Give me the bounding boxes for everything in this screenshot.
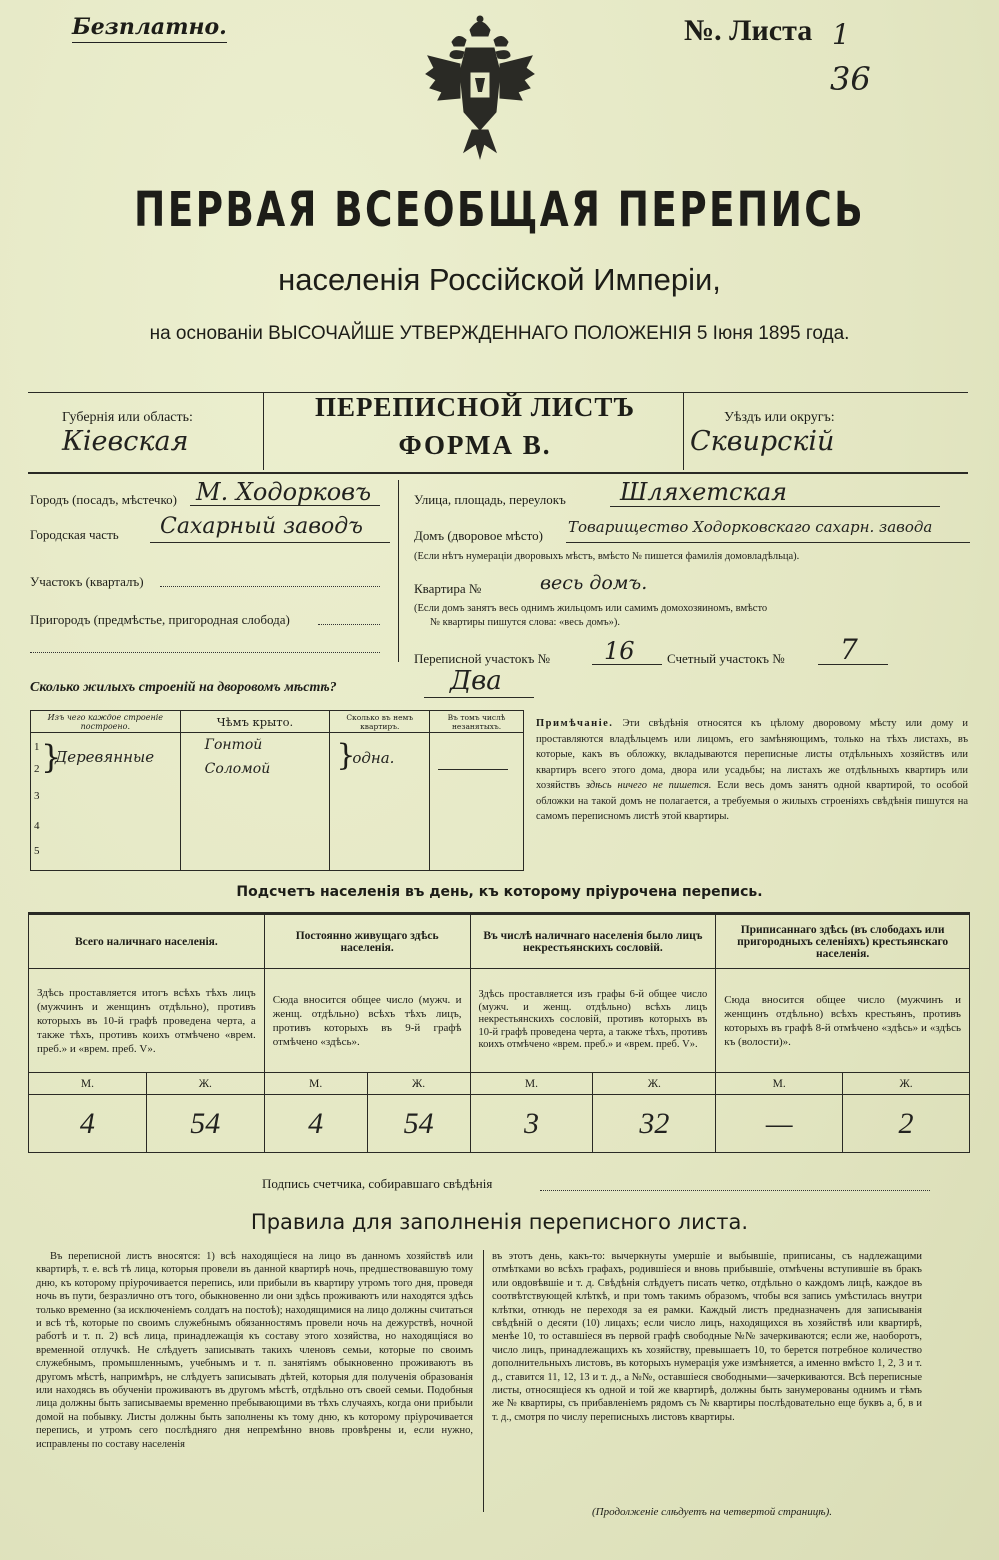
apartment-value: весь домъ.	[540, 572, 648, 594]
street-line	[610, 506, 940, 507]
apartment-note-2: № квартиры пишутся слова: «весь домъ»).	[430, 617, 621, 628]
form-title: ПЕРЕПИСНОЙ ЛИСТЪ	[314, 392, 636, 422]
f-label: Ж.	[367, 1073, 470, 1095]
m-label: М.	[264, 1073, 367, 1095]
house-note: (Если нѣтъ нумераціи дворовыхъ мѣстъ, вмѣсто № пишется фамилія домовладѣльца).	[414, 551, 800, 562]
f-label: Ж.	[843, 1073, 970, 1095]
suburb-line-2	[30, 652, 380, 653]
col-permanent-header: Постоянно живущаго здѣсь населенія.	[264, 915, 470, 969]
col-permanent-desc: Сюда вносится общее число (мужч. и женщ. отдѣльно) всѣхъ тѣхъ лицъ, противъ которыхъ въ 9-й графѣ отмѣчено «здѣсь».	[264, 969, 470, 1073]
vacant-dash	[438, 769, 508, 770]
roof-cell	[180, 733, 330, 871]
count-precinct-label: Счетный участокъ №	[667, 651, 785, 666]
form-name: ФОРМА В.	[398, 430, 552, 460]
vacant-cell	[430, 733, 524, 871]
rules-continuation: (Продолженіе слѣдуетъ на четвертой страницѣ).	[592, 1506, 832, 1518]
col-nonpeasant-header: Въ числѣ наличнаго населенія было лицъ некрестьянскихъ сословій.	[470, 915, 716, 969]
province-value: Кіевская	[62, 426, 189, 457]
buildings-line	[424, 697, 534, 698]
rules-column-1: Въ переписной листъ вносятся: 1) всѣ находящіеся на лицо въ данномъ хозяйствѣ или квартирѣ, т. е. всѣ тѣ лица, которыя провели въ данной квартирѣ ночь, предшествовавшую тому дню, къ которому пріурочивается перепись, или прибыли въ квартиру утромъ того дня, проведя ночь въ пути, безразлично отъ того, обыкновенно ли они здѣсь проживаютъ или находятся здѣсь только временно (за исключеніемъ солдатъ на постоѣ); находящимися на лицо должны считаться и всѣ тѣ, которые по своимъ служебнымъ обязанностямъ провели ночь на дежурствѣ, ночной работѣ и т. п. 2) всѣ лица, принадлежащія къ составу этого хозяйства, но находящіяся во временной отлучкѣ. Не слѣдуетъ записывать такихъ членовъ семьи, которые по своимъ служебнымъ, промышленнымъ, учебнымъ и т. п. занятіямъ обыкновенно проживаютъ въ другомъ мѣстѣ, напримѣръ, не слѣдуетъ записывать дѣтей, которыя для полученія образованія или находясь въ обученіи проживаютъ въ другомъ мѣстѣ, отдѣльно отъ своей семьи. Подобныя лица должны быть записываемы временно пребывающими въ тѣхъ случаяхъ, когда они прибыли домой на побывку. Листы должны быть заполнены къ тому дню, къ которому пріурочивается перепись, и утромъ сего послѣдняго дня непремѣнно вновь провѣрены и, если нужно, исправлены по составу населенія	[36, 1251, 473, 1450]
population-table	[28, 914, 970, 1153]
form-header-bottom-line	[28, 472, 968, 474]
col-total-desc: Здѣсь проставляется итогъ всѣхъ тѣхъ лицъ (мужчинъ и женщинъ отдѣльно), противъ которыхъ въ 10-й графѣ проведена черта, а также тѣхъ, противъ коихъ отмѣчено «врем. преб.» и «врем. преб. V».	[29, 969, 265, 1073]
census-title: ПЕРВАЯ ВСЕОБЩАЯ ПЕРЕПИСЬ	[134, 182, 865, 238]
nonpeasant-female: 32	[593, 1095, 716, 1153]
roof-value-2: Соломой	[204, 761, 271, 777]
m-label: М.	[29, 1073, 147, 1095]
apartment-label: Квартира №	[414, 581, 482, 596]
district-label: Уѣздъ или округъ:	[724, 410, 835, 425]
row-number: 4	[34, 820, 40, 832]
apartments-cell	[330, 733, 430, 871]
m-label: М.	[716, 1073, 843, 1095]
remark-text: Эти свѣдѣнія относятся къ цѣлому дворовому мѣсту или дому и проставляются владѣльцемъ или лицомъ, его замѣняющимъ, только на тѣхъ листахъ, въ которые, какъ въ обложку, вкладываются переписные листы отдѣльныхъ хозяйствъ или квартиръ всего этого дома, двора или усадьбы; на листахъ же отдѣльныхъ квартиръ или хозяйствъ	[536, 718, 968, 791]
material-cell	[31, 733, 181, 871]
rules-divider	[483, 1250, 484, 1512]
remark-block	[536, 716, 968, 825]
count-precinct-line	[818, 664, 888, 665]
brace-icon: }	[336, 738, 356, 773]
form-header-divider	[263, 392, 264, 470]
population-title: Подсчетъ населенія въ день, къ которому пріурочена перепись.	[236, 884, 763, 900]
apartment-note-1: (Если домъ занятъ весь однимъ жильцомъ или самимъ домохозяиномъ, вмѣсто	[414, 603, 768, 614]
row-number: 5	[34, 845, 40, 857]
buildings-question: Сколько жилыхъ строеній на дворовомъ мѣстѣ?	[30, 680, 337, 695]
header-apartments: Сколько въ немъ квартиръ.	[330, 711, 430, 733]
row-number: 1	[34, 741, 40, 753]
peasant-male: —	[716, 1095, 843, 1153]
rules-column-2: въ этотъ день, какъ-то: вычеркнуты умершіе и выбывшіе, приписаны, съ надлежащими отмѣтками во всѣхъ графахъ, родившіеся и вновь прибывшіе, отмѣчены вступившіе въ бракъ или овдовѣвшіе и т. д. Свѣдѣнія слѣдуетъ писать четко, отдѣльно о каждомъ лицѣ, каждое въ соотвѣтствующей клѣткѣ, и при томъ такимъ образомъ, чтобы вся запись умѣстилась внутри клѣтки, отнюдь не переходя за ея рамки. Каждый листъ предназначенъ для записыванія свѣдѣній о десяти (10) лицахъ; если число лицъ, находящихся въ хозяйствѣ или квартирѣ, менѣе 10, то оставшіеся въ первой графѣ свободные №№ зачеркиваются; если же, наоборотъ, число лицъ, принадлежащихъ къ хозяйству, превышаетъ 10, то берется потребное количество дополнительныхъ листовъ, въ которыхъ нумерація уже измѣняется, а именно вмѣсто 1, 2, 3 и т. д., ставится 11, 12, 13 и т. д., а №№, оставшіеся свободными—зачеркиваются. Всѣ переписные листы, относящіеся къ одной и той же квартирѣ, должны быть занумерованы однимъ и тѣмъ же № квартиры, съ прибавленіемъ рядомъ съ № квартиры послѣдовательно еще буквъ а, б, в и т. д., смотря по числу переписныхъ листовъ квартиры.	[492, 1251, 922, 1423]
buildings-table	[30, 710, 524, 871]
header-roof: Чѣмъ крыто.	[180, 711, 330, 733]
imperial-eagle-icon	[420, 12, 540, 162]
suburb-label: Пригородъ (предмѣстье, пригородная слобода)	[30, 612, 290, 627]
form-header-divider	[683, 392, 684, 470]
nonpeasant-male: 3	[470, 1095, 593, 1153]
house-line	[566, 542, 970, 543]
address-divider	[398, 480, 399, 662]
province-label: Губернія или область:	[62, 410, 193, 425]
street-value: Шляхетская	[620, 478, 788, 506]
m-label: М.	[470, 1073, 593, 1095]
buildings-answer: Два	[450, 666, 502, 696]
header-vacant: Въ томъ числѣ незанятыхъ.	[430, 711, 524, 733]
house-label: Домъ (дворовое мѣсто)	[414, 528, 543, 543]
col-nonpeasant-desc: Здѣсь проставляется изъ графы 6-й общее число (мужч. и женщ. отдѣльно) всѣхъ лицъ некрестьянскихъ сословій, противъ которыхъ въ 10-й графѣ проведена черта, а также тѣхъ, противъ коихъ отмѣчено «врем. преб.» и «врем. преб. V».	[470, 969, 716, 1073]
rules-title: Правила для заполненія переписного листа.	[250, 1210, 749, 1234]
street-label: Улица, площадь, переулокъ	[414, 492, 566, 507]
city-line	[190, 505, 380, 506]
col-peasant-desc: Сюда вносится общее число (мужчинъ и женщинъ отдѣльно) всѣхъ крестьянъ, противъ которыхъ въ графѣ 8-й отмѣчено «здѣсь» и «здѣсь къ (волости)».	[716, 969, 970, 1073]
census-subtitle: населенія Россійской Имперіи,	[278, 262, 721, 297]
header-material: Изъ чего каждое строеніе построено.	[31, 711, 181, 733]
permanent-male: 4	[264, 1095, 367, 1153]
sheet-number-value-2: 36	[830, 60, 871, 98]
city-part-label: Городская часть	[30, 527, 119, 542]
f-label: Ж.	[593, 1073, 716, 1095]
precinct-line	[160, 586, 380, 587]
city-value: М. Ходорковъ	[196, 478, 372, 506]
city-part-line	[150, 542, 390, 543]
district-value: Сквирскій	[690, 426, 835, 457]
remark-text-2: Если весь домъ занятъ одной квартирой, то особой обложки на такой домъ не полагается, а требуемыя о жилыхъ строеніяхъ свѣдѣнія пишутся на самомъ переписномъ листѣ этой квартиры.	[536, 780, 968, 822]
house-value: Товарищество Ходорковскаго сахарн. завода	[568, 518, 933, 536]
signature-line	[540, 1190, 930, 1191]
row-number: 3	[34, 790, 40, 802]
suburb-line	[318, 624, 380, 625]
row-number: 2	[34, 763, 40, 775]
total-female: 54	[146, 1095, 264, 1153]
count-precinct-value: 7	[840, 633, 858, 666]
census-precinct-line	[592, 664, 662, 665]
apartments-value: одна.	[352, 749, 395, 767]
signature-label: Подпись счетчика, собиравшаго свѣдѣнія	[262, 1176, 493, 1191]
city-part-value: Сахарный заводъ	[160, 514, 363, 539]
census-precinct-label: Переписной участокъ №	[414, 651, 551, 666]
remark-emphasis: здѣсь ничего не пишется.	[585, 780, 712, 791]
total-male: 4	[29, 1095, 147, 1153]
col-peasant-header: Приписаннаго здѣсь (въ слободахъ или пригородныхъ селеніяхъ) крестьянскаго населенія.	[716, 915, 970, 969]
f-label: Ж.	[146, 1073, 264, 1095]
census-basis: на основаніи ВЫСОЧАЙШЕ УТВЕРЖДЕННАГО ПОЛОЖЕНІЯ 5 Іюня 1895 года.	[149, 323, 850, 344]
col-total-header: Всего наличнаго населенія.	[29, 915, 265, 969]
permanent-female: 54	[367, 1095, 470, 1153]
city-label: Городъ (посадъ, мѣстечко)	[30, 492, 177, 507]
brace-icon: }	[41, 738, 62, 776]
sheet-number-value: 1	[832, 18, 850, 51]
precinct-label: Участокъ (кварталъ)	[30, 574, 144, 589]
remark-title: Примѣчаніе.	[536, 718, 614, 729]
material-value: Деревянные	[55, 748, 155, 766]
sheet-number-label: №. Листа	[684, 14, 813, 47]
free-label: Безплатно.	[72, 14, 227, 40]
roof-value-1: Гонтой	[204, 737, 263, 753]
peasant-female: 2	[843, 1095, 970, 1153]
census-precinct-value: 16	[604, 637, 635, 665]
